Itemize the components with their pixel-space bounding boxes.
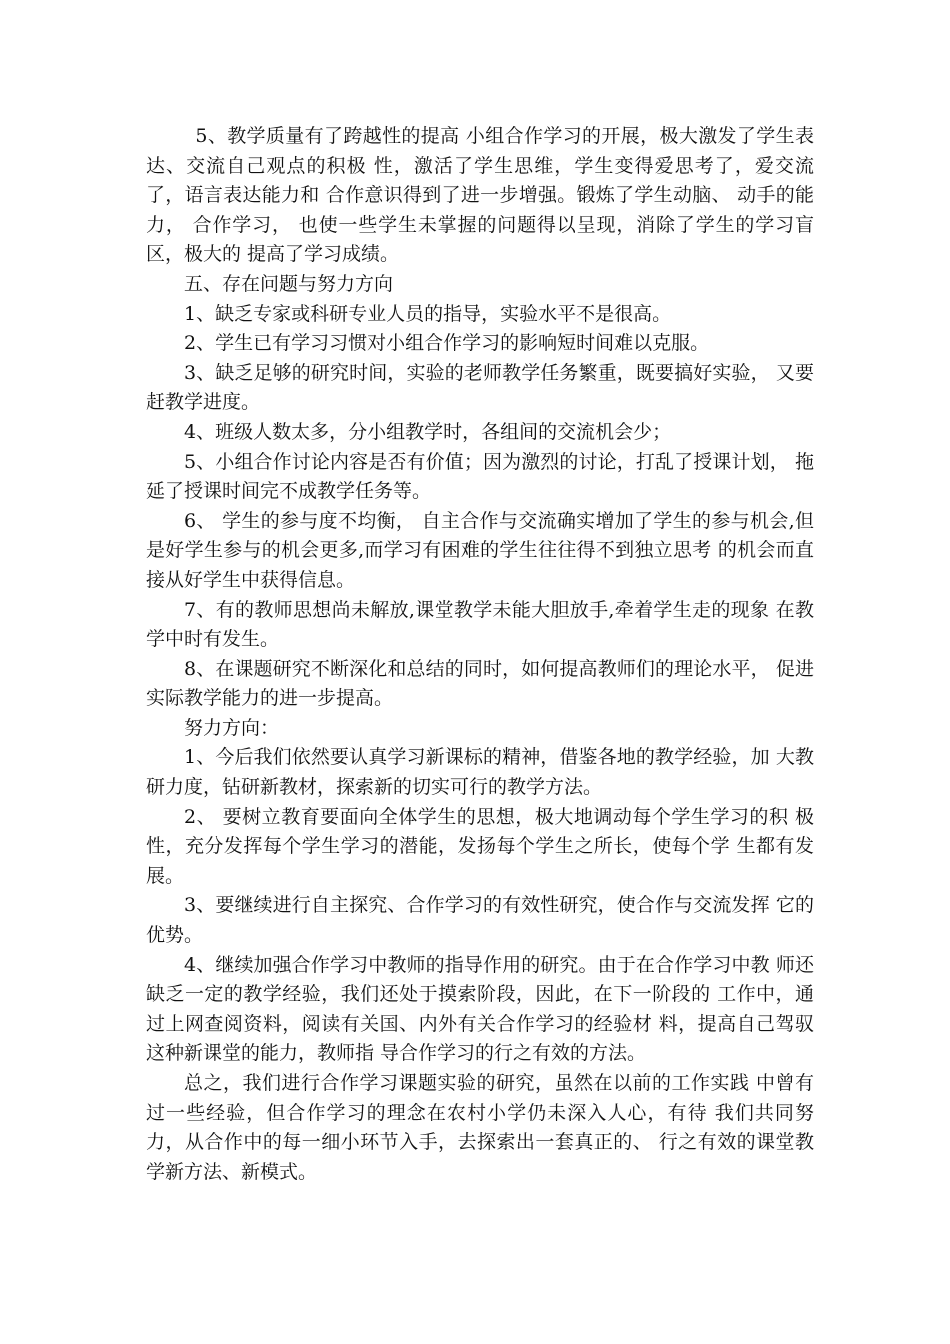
paragraph-teaching-quality: 5、教学质量有了跨越性的提高 小组合作学习的开展，极大激发了学生表达、交流自己观点的积极 性，激活了学生思维，学生变得爱思考了，爱交流了，语言表达能力和 合作意识得到了进一步增强。锻炼了学生动脑、 动手的能力， 合作学习， 也使一些学生未掌握的问题得以呈现，消除了学生的学习盲区，极大的 提高了学习成绩。 — [146, 125, 814, 266]
document-body — [146, 122, 814, 1187]
problem-item-4: 4、班级人数太多，分小组教学时，各组间的交流机会少； — [184, 420, 672, 443]
problem-item-3: 3、缺乏足够的研究时间，实验的老师教学任务繁重，既要搞好实验， 又要赶教学进度。 — [146, 361, 814, 414]
problem-item-7: 7、有的教师思想尚未解放,课堂教学未能大胆放手,牵着学生走的现象 在教学中时有发生。 — [146, 598, 814, 651]
section-heading-direction: 努力方向： — [184, 716, 280, 739]
direction-item-1: 1、今后我们依然要认真学习新课标的精神，借鉴各地的教学经验，加 大教研力度，钻研新教材，探索新的切实可行的教学方法。 — [146, 746, 814, 799]
direction-item-4: 4、继续加强合作学习中教师的指导作用的研究。由于在合作学习中教 师还缺乏一定的教学经验，我们还处于摸索阶段，因此，在下一阶段的 工作中，通过上网查阅资料，阅读有关国、内外有关合作学习的经验材 料，提高自己驾驭这种新课堂的能力，教师指 导合作学习的行之有效的方法。 — [146, 953, 814, 1065]
direction-item-2: 2、 要树立教育要面向全体学生的思想，极大地调动每个学生学习的积 极性，充分发挥每个学生学习的潜能，发扬每个学生之所长，使每个学 生都有发展。 — [146, 805, 814, 887]
paragraph-conclusion: 总之，我们进行合作学习课题实验的研究，虽然在以前的工作实践 中曾有过一些经验，但合作学习的理念在农村小学仍未深入人心，有待 我们共同努力，从合作中的每一细小环节入手，去探索出一套真正的、 行之有效的课堂教学新方法、新模式。 — [146, 1072, 814, 1183]
problem-item-2: 2、学生已有学习习惯对小组合作学习的影响短时间难以克服。 — [184, 332, 710, 355]
problem-item-1: 1、缺乏专家或科研专业人员的指导，实验水平不是很高。 — [184, 302, 672, 325]
problem-item-8: 8、在课题研究不断深化和总结的同时，如何提高教师们的理论水平， 促进实际教学能力的进一步提高。 — [146, 657, 814, 710]
direction-item-3: 3、要继续进行自主探究、合作学习的有效性研究，使合作与交流发挥 它的优势。 — [146, 894, 814, 947]
problem-item-5: 5、小组合作讨论内容是否有价值；因为激烈的讨论，打乱了授课计划， 拖延了授课时间完不成教学任务等。 — [146, 450, 814, 503]
section-heading-problems: 五、存在问题与努力方向 — [184, 272, 394, 295]
problem-item-6: 6、 学生的参与度不均衡， 自主合作与交流确实增加了学生的参与机会,但是好学生参与的机会更多,而学习有困难的学生往往得不到独立思考 的机会而直接从好学生中获得信息。 — [146, 509, 814, 591]
